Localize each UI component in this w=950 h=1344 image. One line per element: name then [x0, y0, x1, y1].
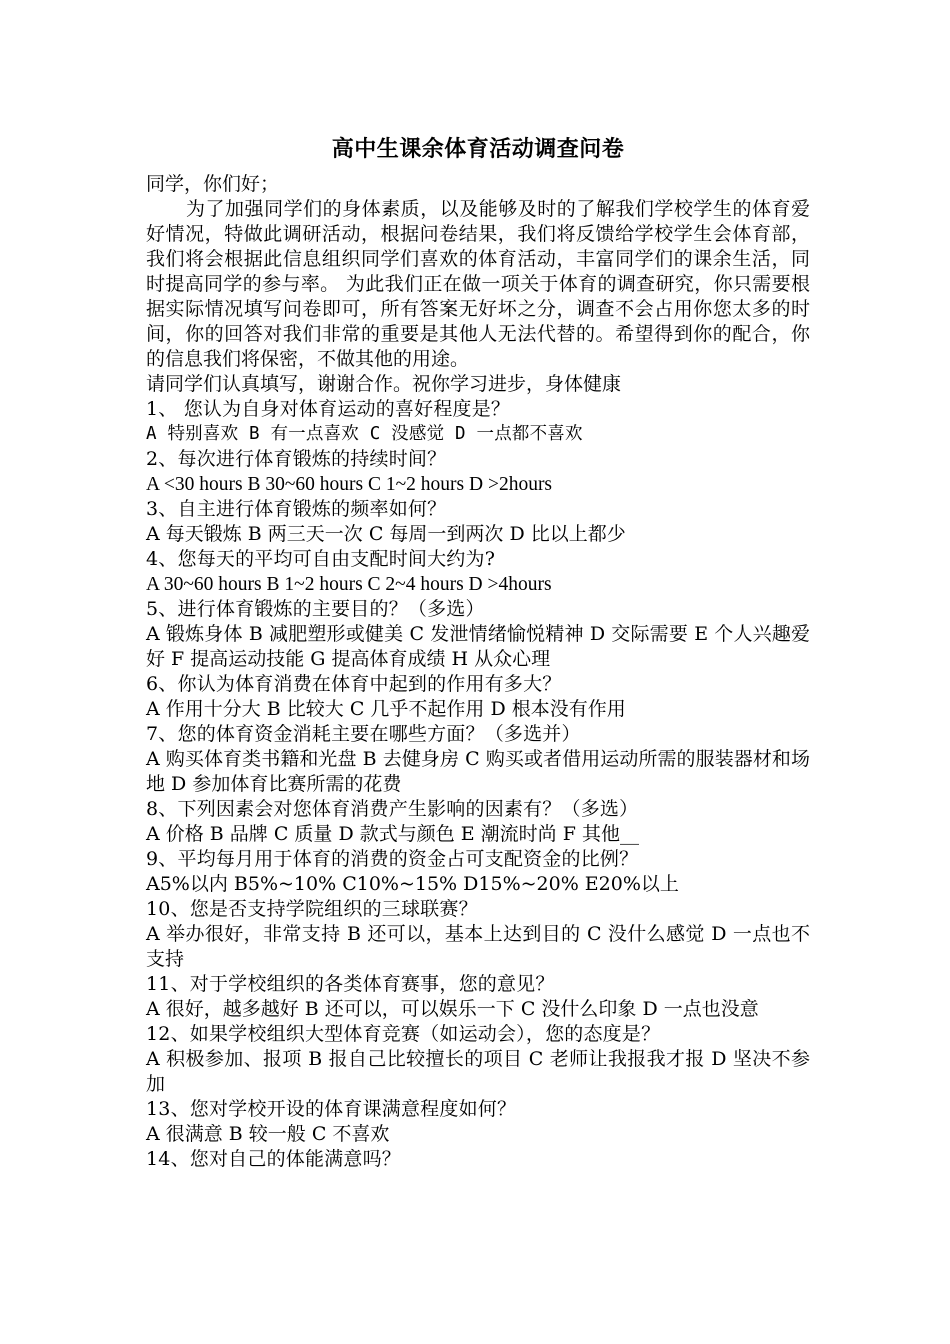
- answer-options-2: A <30 hours B 30~60 hours C 1~2 hours D >2hours: [146, 474, 553, 495]
- answer-options-8: A 价格 B 品牌 C 质量 D 款式与颜色 E 潮流时尚 F 其他__: [146, 823, 639, 845]
- question-14: 14、您对自己的体能满意吗？: [146, 1148, 401, 1170]
- question-5: 5、进行体育锻炼的主要目的？（多选）: [146, 598, 485, 620]
- question-11: 11、对于学校组织的各类体育赛事，您的意见？: [146, 973, 555, 995]
- question-12: 12、如果学校组织大型体育竞赛（如运动会），您的态度是？: [146, 1023, 661, 1045]
- question-2: 2、每次进行体育锻炼的持续时间？: [146, 448, 447, 470]
- question-4: 4、您每天的平均可自由支配时间大约为?: [146, 548, 496, 570]
- question-9: 9、平均每月用于体育的消费的资金占可支配资金的比例？: [146, 848, 639, 870]
- question-1: 1、 您认为自身对体育运动的喜好程度是？: [146, 398, 511, 420]
- document-page: [146, 132, 810, 1172]
- question-10: 10、您是否支持学院组织的三球联赛？: [146, 898, 478, 920]
- answer-options-5: A 锻炼身体 B 减肥塑形或健美 C 发泄情绪愉悦精神 D 交际需要 E 个人兴趣爱好 F 提高运动技能 G 提高体育成绩 H 从众心理: [146, 623, 810, 670]
- answer-options-13: A 很满意 B 较一般 C 不喜欢: [146, 1123, 390, 1145]
- answer-options-12: A 积极参加、报项 B 报自己比较擅长的项目 C 老师让我报我才报 D 坚决不参加: [146, 1048, 810, 1095]
- question-3: 3、自主进行体育锻炼的频率如何？: [146, 498, 447, 520]
- answer-options-4: A 30~60 hours B 1~2 hours C 2~4 hours D >4hours: [146, 574, 552, 595]
- greeting: 同学，你们好；: [146, 173, 280, 195]
- answer-options-9: A5%以内 B5%~10% C10%~15% D15%~20% E20%以上: [146, 873, 679, 895]
- question-8: 8、下列因素会对您体育消费产生影响的因素有？（多选）: [146, 798, 639, 820]
- question-13: 13、您对学校开设的体育课满意程度如何？: [146, 1098, 517, 1120]
- question-7: 7、您的体育资金消耗主要在哪些方面？（多选并）: [146, 723, 581, 745]
- document-title: 高中生课余体育活动调查问卷: [331, 136, 625, 162]
- answer-options-6: A 作用十分大 B 比较大 C 几乎不起作用 D 根本没有作用: [146, 698, 626, 720]
- question-6: 6、你认为体育消费在体育中起到的作用有多大？: [146, 673, 562, 695]
- answer-options-3: A 每天锻炼 B 两三天一次 C 每周一到两次 D 比以上都少: [146, 523, 626, 545]
- answer-options-1: A 特别喜欢 B 有一点喜欢 C 没感觉 D 一点都不喜欢: [146, 424, 583, 444]
- answer-options-11: A 很好，越多越好 B 还可以，可以娱乐一下 C 没什么印象 D 一点也没意: [146, 998, 759, 1020]
- answer-options-7: A 购买体育类书籍和光盘 B 去健身房 C 购买或者借用运动所需的服装器材和场地 D 参加体育比赛所需的花费: [146, 748, 810, 795]
- closing-line: 请同学们认真填写，谢谢合作。祝你学习进步，身体健康: [146, 373, 622, 395]
- intro-paragraph: 为了加强同学们的身体素质，以及能够及时的了解我们学校学生的体育爱好情况，特做此调研活动，根据问卷结果，我们将反馈给学校学生会体育部，我们将会根据此信息组织同学们喜欢的体育活动，丰富同学们的课余生活，同时提高同学的参与率。 为此我们正在做一项关于体育的调查研究，你只需要根据实际情况填写问卷即可，所有答案无好坏之分，调查不会占用你您太多的时间，你的回答对我们非常的重要是其他人无法代替的。希望得到你的配合，你的信息我们将保密，不做其他的用途。: [146, 198, 810, 370]
- answer-options-10: A 举办很好，非常支持 B 还可以，基本上达到目的 C 没什么感觉 D 一点也不支持: [146, 923, 810, 970]
- question-list: [146, 397, 810, 1172]
